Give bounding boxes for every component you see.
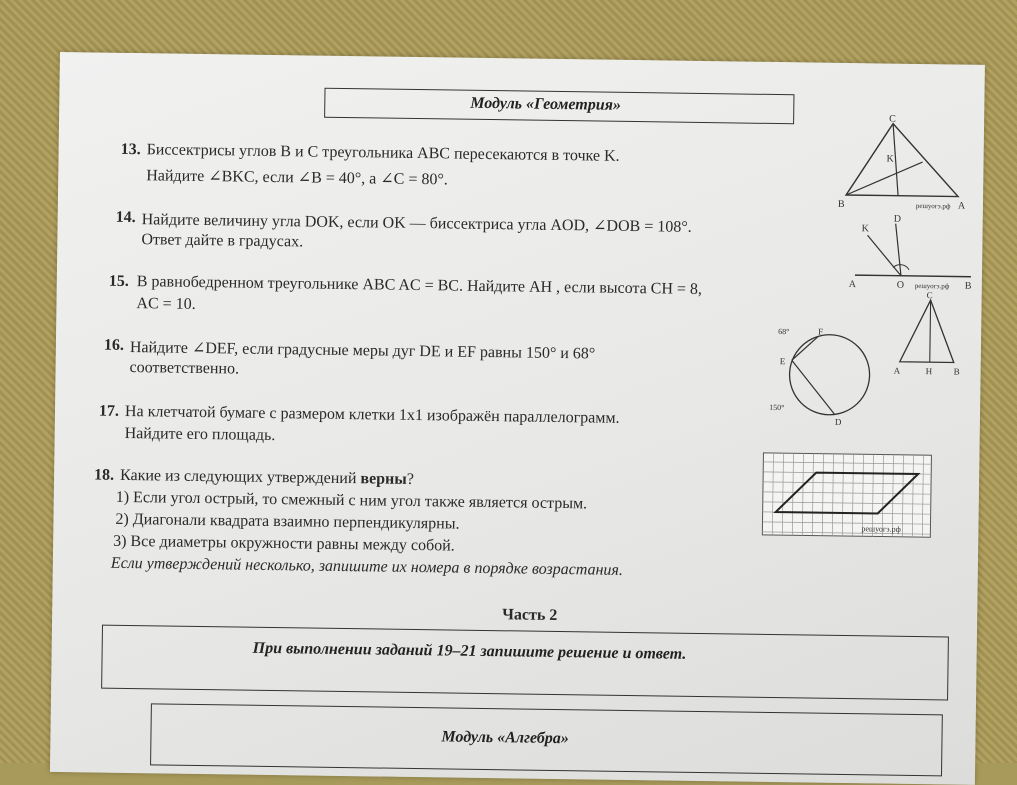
q14-number: 14. (115, 208, 136, 227)
part2-instruction-box (101, 625, 949, 701)
part2-title: Часть 2 (502, 606, 558, 624)
fig15-label-h: H (925, 366, 933, 377)
figure-13-triangle (836, 113, 967, 215)
q13-line2: Найдите ∠BKC, если ∠B = 40°, а ∠C = 80°. (146, 167, 448, 189)
part2-instruction: При выполнении заданий 19–21 запишите решение и ответ. (252, 639, 687, 663)
figure-14-angle (847, 213, 978, 295)
fig14-label-d: D (893, 213, 902, 225)
q15-line2: AC = 10. (136, 295, 196, 313)
fig14-label-b: B (964, 280, 972, 292)
exam-sheet (50, 52, 985, 785)
q14-line2: Ответ дайте в градусах. (141, 231, 304, 251)
fig13-label-c: C (889, 113, 896, 125)
fig17-watermark: решуогэ.рф (861, 524, 901, 534)
q18-number: 18. (93, 466, 115, 484)
algebra-header-box (150, 703, 943, 776)
q14-line1: Найдите величину угла DOK, если OK — биссектриса угла AOD, ∠DOB = 108°. (141, 211, 692, 236)
fig16-label-f: F (818, 326, 824, 337)
geometry-header: Модуль «Геометрия» (470, 94, 622, 114)
fig16-label-d: D (834, 416, 842, 427)
fig14-label-o: O (896, 279, 905, 291)
q13-number: 13. (120, 140, 141, 159)
q17-line2: Найдите его площадь. (124, 424, 276, 445)
fig14-label-a: A (848, 279, 857, 291)
fig16-label-e: E (779, 356, 786, 367)
q15-number: 15. (108, 272, 129, 290)
q16-line1: Найдите ∠DEF, если градусные меры дуг DE и EF равны 150° и 68° (129, 339, 596, 363)
fig15-label-a: A (893, 365, 901, 376)
fig15-label-c: C (926, 290, 933, 301)
fig14-watermark: решуогэ.рф (914, 281, 950, 291)
q18-statement-3: 3) Все диаметры окружности равны между собой. (113, 532, 455, 555)
q18-statement-2: 2) Диагонали квадрата взаимно перпендикулярны. (115, 510, 460, 533)
figure-16-circle (767, 326, 878, 428)
q15-line1: В равнобедренном треугольнике ABC AC = BC. Найдите AH , если высота CH = 8, (136, 273, 703, 298)
q16-number: 16. (103, 336, 125, 354)
fig13-label-b: B (837, 198, 845, 210)
q18-intro-end: ? (406, 470, 415, 488)
figure-17-grid-parallelogram (761, 452, 932, 538)
q16-line2: соответственно. (129, 359, 240, 378)
q17-number: 17. (98, 402, 120, 420)
fig16-arc-ef: 68° (778, 327, 790, 337)
fig14-label-k: K (861, 223, 869, 235)
geometry-header-box (324, 88, 794, 125)
q17-line1: На клетчатой бумаге с размером клетки 1x1 изображён параллелограмм. (124, 402, 620, 427)
figure-15-isosceles (894, 290, 965, 381)
q18-statement-1: 1) Если угол острый, то смежный с ним угол также является острым. (115, 488, 588, 513)
fig13-label-k: K (886, 153, 894, 165)
fig13-watermark: решуогэ.рф (915, 201, 951, 211)
q18-intro-bold: верны (360, 470, 407, 488)
fig16-arc-de: 150° (769, 402, 785, 413)
q13-line1: Биссектрисы углов B и C треугольника ABC пересекаются в точке K. (146, 141, 620, 165)
fig15-label-b: B (953, 366, 960, 377)
algebra-header: Модуль «Алгебра» (441, 728, 569, 748)
q18-note: Если утверждений несколько, запишите их номера в порядке возрастания. (110, 554, 624, 579)
fig13-label-a: A (957, 200, 966, 212)
q18-intro-text: Какие из следующих утверждений (119, 466, 357, 488)
q18-intro (120, 467, 414, 489)
